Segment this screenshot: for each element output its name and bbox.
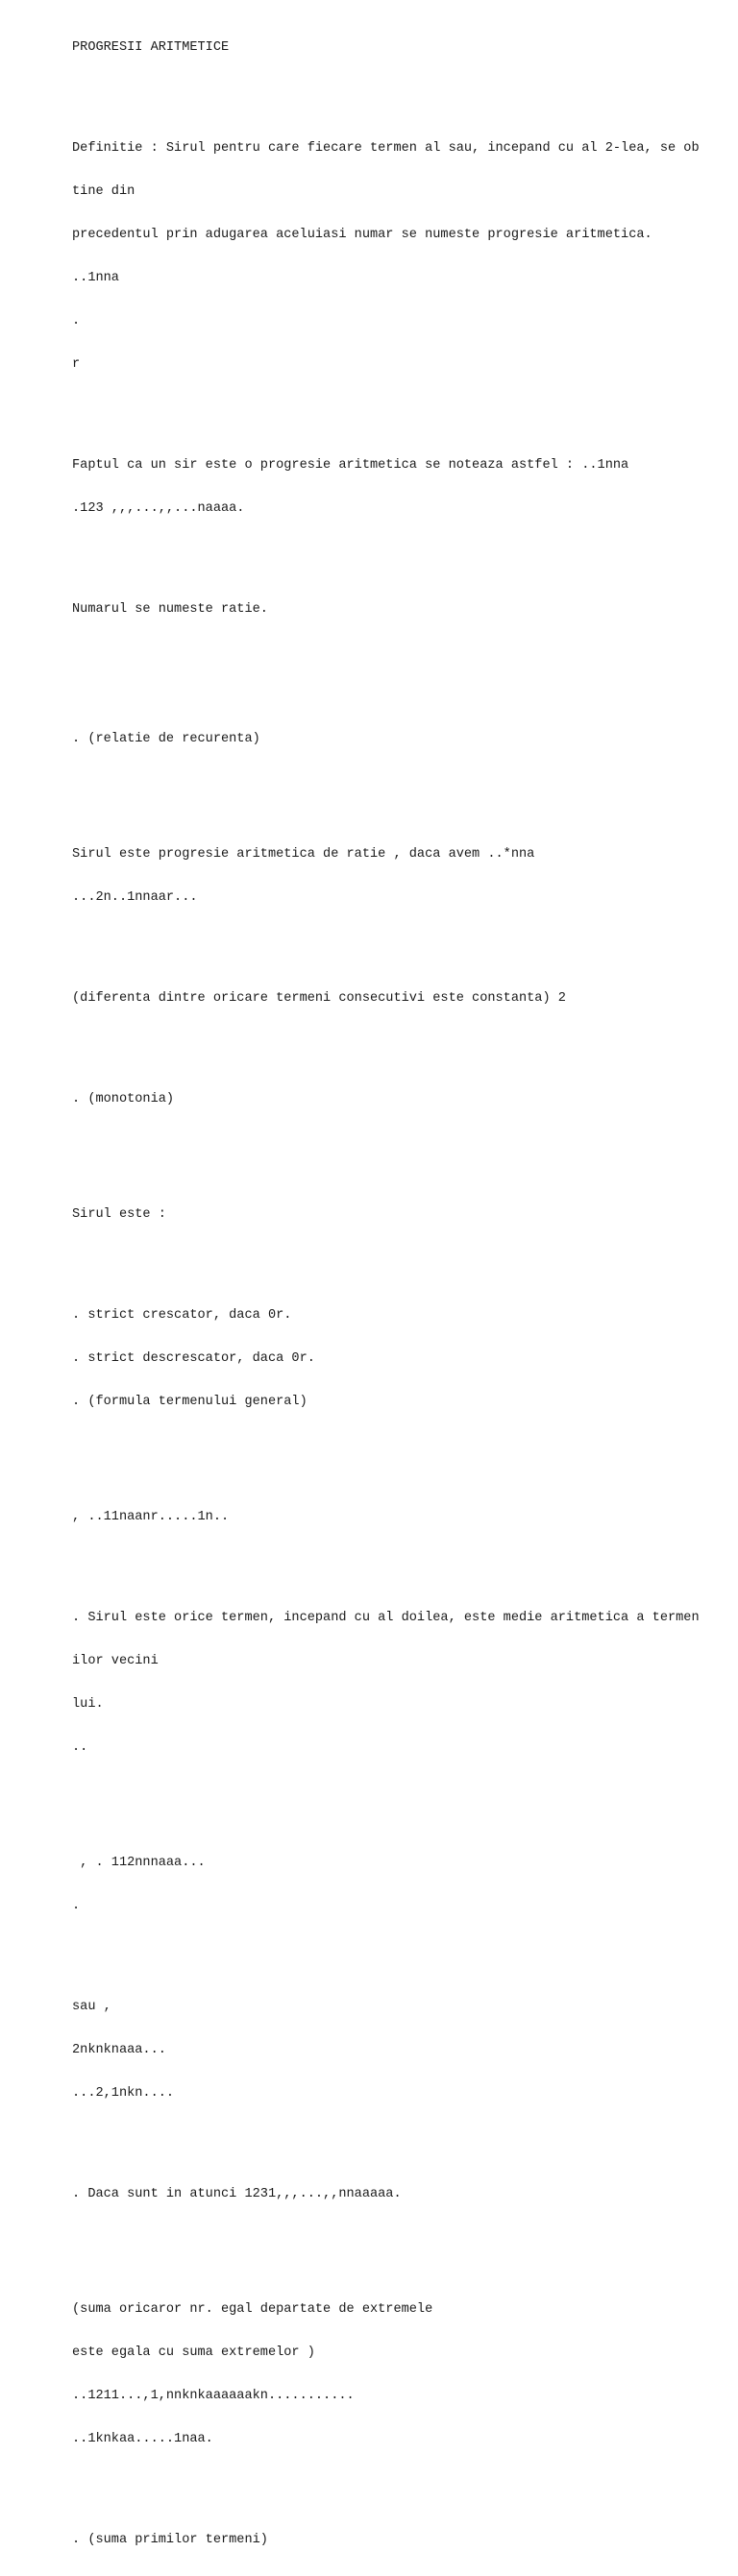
blank-line: [72, 84, 726, 98]
monotony-heading: . (monotonia): [72, 1092, 175, 1106]
sum-first-terms-heading: . (suma primilor termeni): [72, 2533, 268, 2547]
document-body: [72, 12, 726, 2576]
mean-line-3: lui.: [72, 1697, 104, 1712]
mean-line-2: ilor vecini: [72, 1654, 159, 1668]
definition-line-1: Definitie : Sirul pentru care fiecare termen al sau, incepand cu al 2-lea, se ob: [72, 141, 700, 156]
if-line: . Daca sunt in atunci 1231,,,...,,nnaaaaa.: [72, 2187, 402, 2201]
blank-line: [72, 775, 726, 804]
formula-fragment: ..1knkaa.....1naa.: [72, 2432, 213, 2446]
notation-line: Faptul ca un sir este o progresie aritmetica se noteaza astfel : ..1nna: [72, 458, 629, 473]
or-line: sau ,: [72, 2000, 111, 2014]
condition-line: Sirul este progresie aritmetica de ratie , daca avem ..*nna: [72, 847, 535, 862]
formula-fragment: 2nknknaaa...: [72, 2043, 166, 2057]
recurrence-heading: . (relatie de recurenta): [72, 732, 260, 746]
blank-line: [72, 1438, 726, 1467]
formula-fragment: .: [72, 1899, 81, 1913]
blank-line: [72, 2475, 726, 2490]
formula-fragment: ...2,1nkn....: [72, 2086, 175, 2101]
formula-fragment: ..1211...,1,nnknkaaaaaakn...........: [72, 2389, 355, 2403]
blank-line: [72, 645, 726, 689]
blank-line: [72, 401, 726, 415]
blank-line: [72, 1553, 726, 1567]
blank-line: [72, 2129, 726, 2144]
formula-fragment: , . 112nnnaaa...: [72, 1856, 206, 1870]
formula-fragment: ..1nna: [72, 271, 119, 285]
sequence-is-line: Sirul este :: [72, 1207, 166, 1222]
formula-fragment: .123 ,,,...,,...naaaa.: [72, 501, 245, 516]
definition-line-2: tine din: [72, 184, 135, 199]
blank-line: [72, 1135, 726, 1164]
page-title: PROGRESII ARITMETICE: [72, 40, 230, 55]
formula-fragment: .: [72, 314, 81, 328]
blank-line: [72, 1251, 726, 1265]
blank-line: [72, 1784, 726, 1812]
definition-line-3: precedentul prin adugarea aceluiasi numar se numeste progresie aritmetica.: [72, 228, 652, 242]
decreasing-line: . strict descrescator, daca 0r.: [72, 1351, 315, 1366]
sum-equidistant-line-2: este egala cu suma extremelor ): [72, 2345, 315, 2360]
difference-line: (diferenta dintre oricare termeni consecutivi este constanta) 2: [72, 991, 566, 1006]
blank-line: [72, 1942, 726, 1956]
formula-fragment: , ..11naanr.....1n..: [72, 1510, 230, 1524]
general-term-heading: . (formula termenului general): [72, 1395, 308, 1409]
ratio-line: Numarul se numeste ratie.: [72, 602, 268, 617]
formula-fragment: ..: [72, 1740, 88, 1755]
sum-equidistant-line-1: (suma oricaror nr. egal departate de extremele: [72, 2302, 433, 2317]
formula-fragment: ...2n..1nnaar...: [72, 890, 198, 905]
blank-line: [72, 545, 726, 559]
blank-line: [72, 2230, 726, 2259]
mean-line-1: . Sirul este orice termen, incepand cu al doilea, este medie aritmetica a termen: [72, 1611, 700, 1625]
formula-fragment: r: [72, 357, 81, 372]
blank-line: [72, 934, 726, 948]
blank-line: [72, 1034, 726, 1049]
increasing-line: . strict crescator, daca 0r.: [72, 1308, 292, 1323]
